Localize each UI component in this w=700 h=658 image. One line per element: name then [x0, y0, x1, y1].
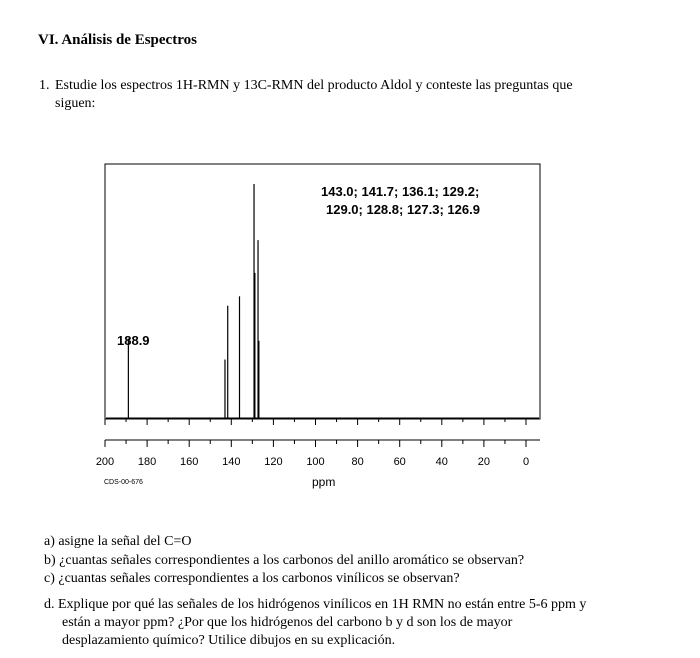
x-tick-label: 180: [137, 456, 157, 468]
x-tick-label: 40: [435, 456, 448, 468]
x-tick-label: 80: [351, 456, 364, 468]
question-1-line2: siguen:: [55, 96, 96, 111]
x-tick-label: 0: [522, 456, 530, 468]
question-a: a) asigne la señal del C=O: [44, 534, 192, 549]
question-d-line1: d. Explique por qué las señales de los hidrógenos vinílicos en 1H RMN no están entre 5-6 ppm y: [44, 597, 587, 612]
section-title: VI. Análisis de Espectros: [38, 32, 197, 48]
x-tick-label: 60: [393, 456, 406, 468]
peak-label-carbonyl: 188.9: [117, 333, 150, 348]
x-tick-label: 200: [95, 456, 115, 468]
x-tick-label: 20: [477, 456, 491, 468]
x-tick-label: 160: [180, 456, 199, 468]
x-tick-label: 120: [264, 456, 283, 468]
question-b: b) ¿cuantas señales correspondientes a los carbonos del anillo aromático se observan?: [44, 553, 525, 568]
question-d-line2: están a mayor ppm? ¿Por que los hidrógenos del carbono b y d son los de mayor: [62, 615, 513, 630]
question-c: c) ¿cuantas señales correspondientes a los carbonos vinílicos se observan?: [44, 571, 460, 586]
x-axis-label: ppm: [312, 475, 336, 489]
x-tick-label: 100: [306, 456, 325, 468]
x-tick-label: 140: [222, 456, 241, 468]
peak-label-aromatic-line1: 143.0; 141.7; 136.1; 129.2;: [321, 184, 480, 199]
peak-label-aromatic-line2: 129.0; 128.8; 127.3; 126.9: [326, 202, 480, 217]
peaks-group: [106, 184, 539, 418]
question-1-line1: Estudie los espectros 1H-RMN y 13C-RMN del producto Aldol y conteste las preguntas que: [55, 78, 573, 93]
spectrum-code: CDS-00-676: [104, 479, 143, 486]
question-d-line3: desplazamiento químico? Utilice dibujos en su explicación.: [62, 633, 396, 648]
ticks-group: [96, 419, 529, 468]
question-1-number: 1.: [39, 78, 50, 93]
